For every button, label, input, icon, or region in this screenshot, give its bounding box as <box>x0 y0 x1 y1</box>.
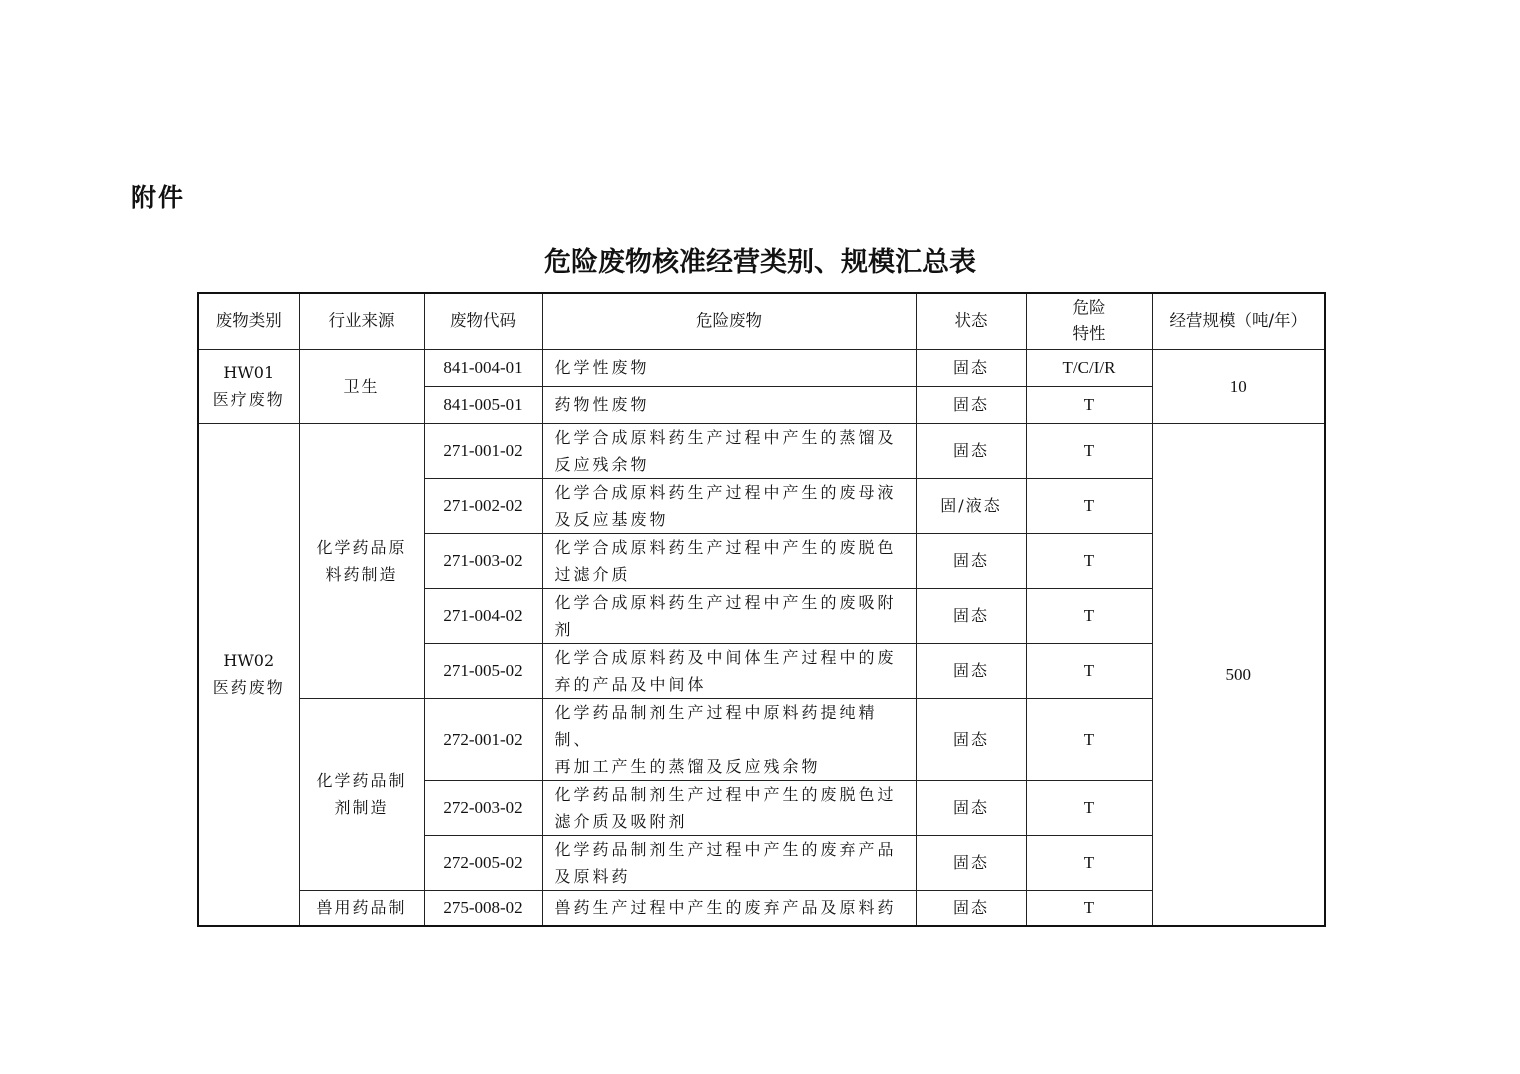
scale-cell: 500 <box>1152 423 1325 926</box>
waste-code: 271-001-02 <box>424 423 542 478</box>
category-name: 医药废物 <box>212 678 285 698</box>
waste-description: 兽药生产过程中产生的废弃产品及原料药 <box>542 890 916 926</box>
industry-cell: 兽用药品制 <box>299 890 424 926</box>
waste-description <box>542 698 916 780</box>
waste-state: 固/液态 <box>916 478 1026 533</box>
header-scale: 经营规模（吨/年） <box>1152 293 1325 349</box>
waste-description <box>542 835 916 890</box>
header-category: 废物类别 <box>198 293 299 349</box>
header-hazard <box>1026 293 1152 349</box>
waste-code: 272-001-02 <box>424 698 542 780</box>
waste-description: 药物性废物 <box>542 386 916 423</box>
waste-description-line2: 过滤介质 <box>554 564 631 584</box>
category-cell <box>198 423 299 926</box>
industry-cell <box>299 698 424 890</box>
waste-description-line1: 化学合成原料药生产过程中产生的蒸馏及 <box>554 427 897 447</box>
category-code: HW02 <box>223 651 275 671</box>
scale-cell: 10 <box>1152 349 1325 423</box>
category-code: HW01 <box>223 363 275 382</box>
waste-description-line2: 滤介质及吸附剂 <box>554 811 688 831</box>
waste-state: 固态 <box>916 698 1026 780</box>
industry-name-line2: 剂制造 <box>334 798 389 817</box>
waste-description <box>542 533 916 588</box>
waste-description-line2: 弃的产品及中间体 <box>554 674 707 694</box>
waste-code: 271-002-02 <box>424 478 542 533</box>
waste-code: 275-008-02 <box>424 890 542 926</box>
waste-description-line2: 反应残余物 <box>554 454 650 474</box>
waste-description-line2: 及原料药 <box>554 866 631 886</box>
waste-hazard: T <box>1026 588 1152 643</box>
category-name: 医疗废物 <box>212 390 285 409</box>
table-row <box>198 349 1325 386</box>
waste-description-line1: 化学药品制剂生产过程中原料药提纯精制、 <box>554 702 878 749</box>
waste-description-line1: 化学合成原料药生产过程中产生的废母液 <box>554 482 897 502</box>
industry-cell: 卫生 <box>299 349 424 423</box>
waste-code: 271-005-02 <box>424 643 542 698</box>
waste-hazard: T <box>1026 890 1152 926</box>
waste-code: 841-005-01 <box>424 386 542 423</box>
waste-hazard: T <box>1026 423 1152 478</box>
waste-state: 固态 <box>916 835 1026 890</box>
header-hazard-line1: 危险 <box>1072 298 1106 318</box>
waste-description-line1: 化学药品制剂生产过程中产生的废弃产品 <box>554 839 897 859</box>
waste-description-line1: 化学药品制剂生产过程中产生的废脱色过 <box>554 784 897 804</box>
waste-state: 固态 <box>916 780 1026 835</box>
industry-cell <box>299 423 424 698</box>
waste-state: 固态 <box>916 643 1026 698</box>
waste-code: 272-005-02 <box>424 835 542 890</box>
waste-description-line2: 及反应基废物 <box>554 509 669 529</box>
waste-description-line1: 化学合成原料药生产过程中产生的废吸附 <box>554 592 897 612</box>
waste-state: 固态 <box>916 890 1026 926</box>
waste-hazard: T <box>1026 478 1152 533</box>
waste-description <box>542 478 916 533</box>
waste-code: 271-003-02 <box>424 533 542 588</box>
industry-name-line2: 料药制造 <box>325 564 398 584</box>
waste-description <box>542 780 916 835</box>
waste-description <box>542 643 916 698</box>
industry-name-line1: 化学药品原 <box>316 537 407 557</box>
waste-hazard: T <box>1026 780 1152 835</box>
waste-code: 841-004-01 <box>424 349 542 386</box>
header-code: 废物代码 <box>424 293 542 349</box>
waste-state: 固态 <box>916 588 1026 643</box>
waste-code: 272-003-02 <box>424 780 542 835</box>
waste-description <box>542 423 916 478</box>
waste-hazard: T <box>1026 533 1152 588</box>
waste-description: 化学性废物 <box>542 349 916 386</box>
waste-description-line2: 再加工产生的蒸馏及反应残余物 <box>554 756 821 776</box>
attachment-label: 附件 <box>131 183 186 212</box>
waste-summary-table <box>197 292 1326 927</box>
waste-hazard: T <box>1026 698 1152 780</box>
waste-state: 固态 <box>916 423 1026 478</box>
waste-state: 固态 <box>916 386 1026 423</box>
waste-hazard: T <box>1026 835 1152 890</box>
waste-state: 固态 <box>916 533 1026 588</box>
waste-state: 固态 <box>916 349 1026 386</box>
industry-name-line1: 化学药品制 <box>316 771 407 790</box>
waste-hazard: T <box>1026 386 1152 423</box>
waste-description <box>542 588 916 643</box>
header-state: 状态 <box>916 293 1026 349</box>
page-title: 危险废物核准经营类别、规模汇总表 <box>544 247 976 278</box>
category-cell <box>198 349 299 423</box>
waste-description-line1: 化学合成原料药生产过程中产生的废脱色 <box>554 537 897 557</box>
table-header-row <box>198 293 1325 349</box>
header-industry: 行业来源 <box>299 293 424 349</box>
header-waste: 危险废物 <box>542 293 916 349</box>
waste-hazard: T/C/I/R <box>1026 349 1152 386</box>
waste-code: 271-004-02 <box>424 588 542 643</box>
header-hazard-line2: 特性 <box>1072 324 1106 344</box>
table-row <box>198 423 1325 478</box>
waste-description-line2: 剂 <box>554 619 574 639</box>
waste-hazard: T <box>1026 643 1152 698</box>
waste-description-line1: 化学合成原料药及中间体生产过程中的废 <box>554 647 897 667</box>
